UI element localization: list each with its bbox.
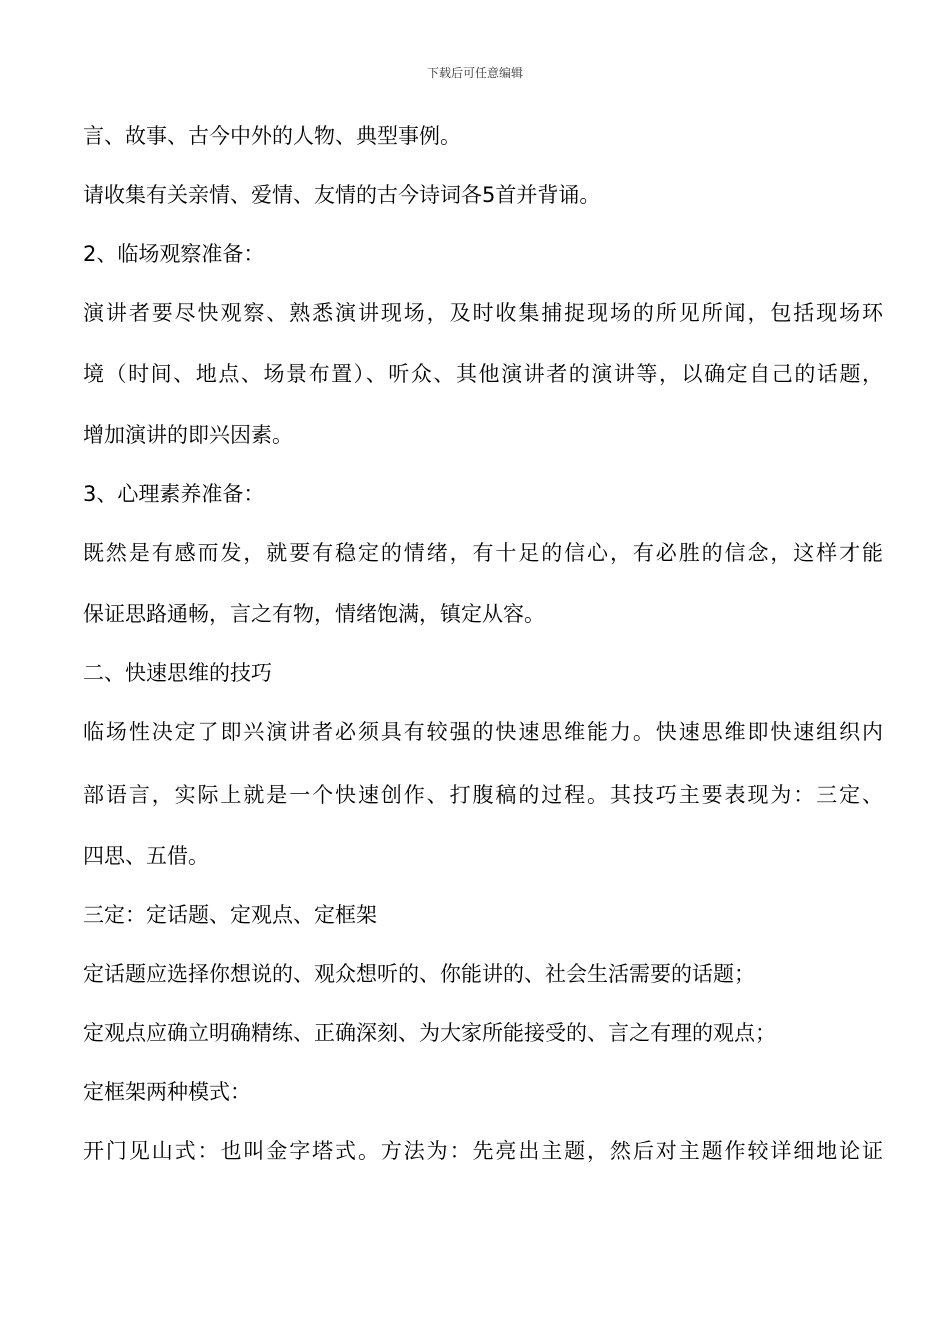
text-line: 增加演讲的即兴因素。 xyxy=(83,423,293,447)
section-heading: 3、心理素养准备： xyxy=(83,482,265,506)
text-line: 既然是有感而发，就要有稳定的情绪，有十足的信心，有必胜的信念，这样才能 xyxy=(83,541,883,565)
text-line: 临场性决定了即兴演讲者必须具有较强的快速思维能力。快速思维即快速组织内 xyxy=(83,720,883,744)
section-heading: 2、临场观察准备： xyxy=(83,242,265,266)
text-line: 四思、五借。 xyxy=(83,844,209,868)
text-line: 演讲者要尽快观察、熟悉演讲现场，及时收集捕捉现场的所见所闻，包括现场环 xyxy=(83,301,883,325)
section-heading: 二、快速思维的技巧 xyxy=(83,661,272,685)
text-line: 言、故事、古今中外的人物、典型事例。 xyxy=(83,124,461,148)
text-line: 定框架两种模式： xyxy=(83,1080,251,1104)
text-line: 开门见山式：也叫金字塔式。方法为：先亮出主题，然后对主题作较详细地论证 xyxy=(83,1139,883,1163)
text-line: 定话题应选择你想说的、观众想听的、你能讲的、社会生活需要的话题； xyxy=(83,962,755,986)
text-line: 请收集有关亲情、爱情、友情的古今诗词各5首并背诵。 xyxy=(83,183,601,207)
section-heading: 三定：定话题、定观点、定框架 xyxy=(83,903,377,927)
text-line: 保证思路通畅，言之有物，情绪饱满，镇定从容。 xyxy=(83,602,545,626)
text-line: 定观点应确立明确精练、正确深刻、为大家所能接受的、言之有理的观点； xyxy=(83,1021,776,1045)
page-header: 下载后可任意编辑 xyxy=(426,66,523,80)
text-line: 境（时间、地点、场景布置）、听众、其他演讲者的演讲等，以确定自己的话题， xyxy=(83,362,883,386)
text-line: 部语言，实际上就是一个快速创作、打腹稿的过程。其技巧主要表现为：三定、 xyxy=(83,783,883,807)
